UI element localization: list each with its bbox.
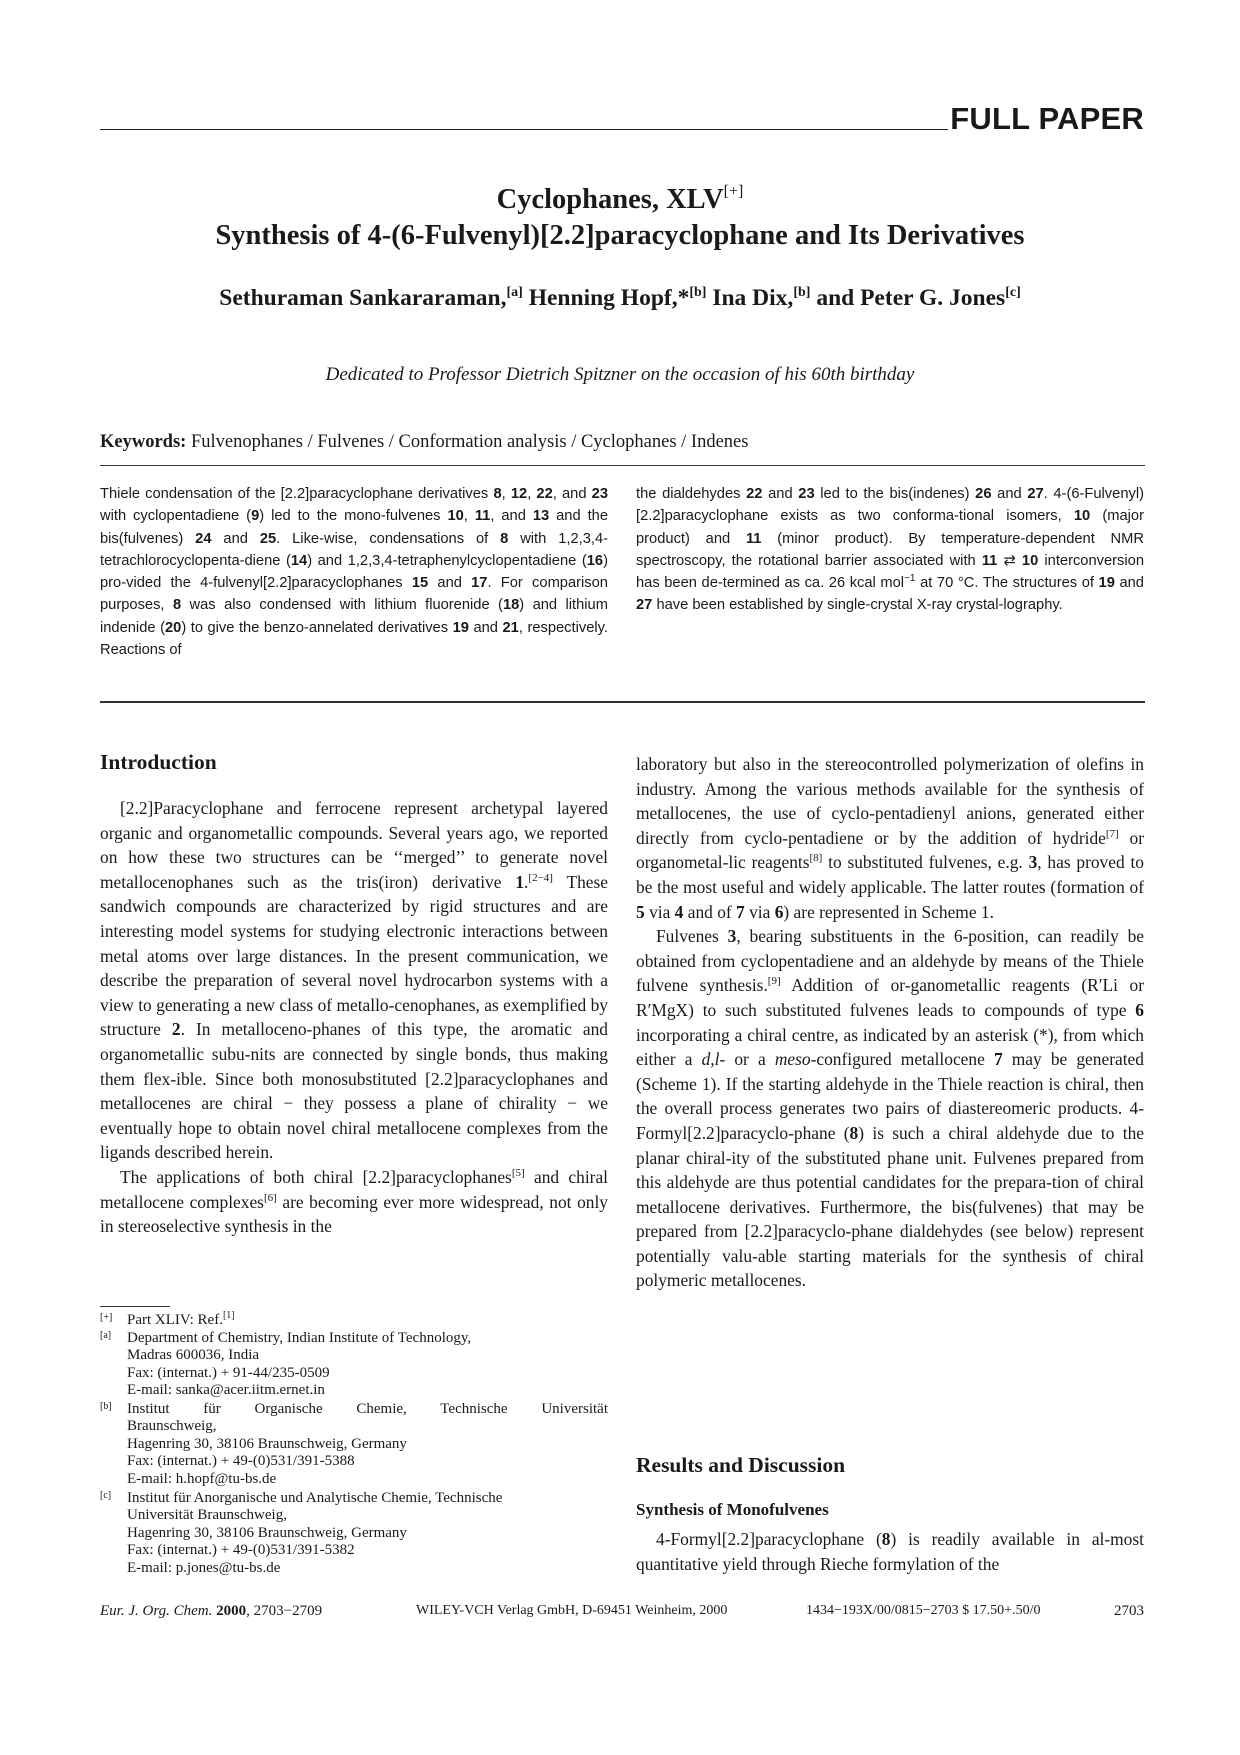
header-rule bbox=[100, 129, 948, 130]
footer-issn: 1434−193X/00/0815−2703 $ 17.50+.50/0 bbox=[806, 1603, 1041, 1618]
paragraph: [2.2]Paracyclophane and ferrocene represent archetypal layered organic and organometallic compounds. Several years ago, we reported on how these two structures can be ‘‘merged’’ to generate novel metallocenophanes such as the tris(iron) derivative 1.[2−4] These sandwich compounds are characterized by rigid structures and are interesting model systems for studying electronic interactions between metal atoms over large distances. In the present communication, we describe the preparation of several novel hydrocarbon systems with a view to generating a new class of metallo-cenophanes, as exemplified by structure 2. In metalloceno-phanes of this type, the aromatic and organometallic subu-nits are connected by single bonds, thus making them flex-ible. Since both monosubstituted [2.2]paracyclophanes and metallocenes are chiral − they possess a plane of chirality − we eventually hope to obtain novel chiral metallocene complexes from the ligands described herein. bbox=[100, 798, 608, 1163]
paragraph: laboratory but also in the stereocontrolled polymerization of olefins in industry. Among the various methods available for the synthesis of metallocenes, the use of cyclo-pentadienyl anions, generated either directly from cyclo-pentadiene or by the addition of hydride[7] or organometal-lic reagents[8] to substituted fulvenes, e.g. 3, has proved to be the most useful and widely applicable. The latter routes (formation of 5 via 4 and of 7 via 6) are represented in Scheme 1. bbox=[636, 754, 1144, 922]
author: and Peter G. Jones bbox=[816, 285, 1006, 311]
introduction-body bbox=[100, 796, 608, 1239]
introduction-heading: Introduction bbox=[100, 750, 217, 774]
abstract-rule bbox=[100, 701, 1145, 703]
right-column-body bbox=[636, 752, 1144, 1293]
keywords: Keywords: Fulvenophanes / Fulvenes / Conformation analysis / Cyclophanes / Indenes bbox=[100, 432, 749, 452]
footnote: [+] Part XLIV: Ref.[1] bbox=[100, 1310, 235, 1328]
results-body bbox=[636, 1527, 1144, 1576]
paragraph: Fulvenes 3, bearing substituents in the 6-position, can readily be obtained from cyclopentadiene and an aldehyde by means of the Thiele fulvene synthesis.[9] Addition of or-ganometallic reagents (R′Li or R′MgX) to such substituted fulvenes leads to compounds of type 6 incorporating a chiral centre, as indicated by an asterisk (*), from which either a d,l- or a meso-configured metallocene 7 may be generated (Scheme 1). If the starting aldehyde in the Thiele reaction is chiral, then the overall process generates two pairs of diastereomeric products. 4-Formyl[2.2]paracyclo-phane (8) is such a chiral aldehyde due to the planar chiral-ity of the substituted phane unit. Fulvenes prepared from this aldehyde are thus potential candidates for the prepara-tion of chiral metallocene derivatives. Furthermore, the bis(fulvenes) that may be prepared from [2.2]paracyclo-phane dialdehydes (see below) represent potentially valu-able starting materials for the synthesis of chiral polymeric metallocenes. bbox=[636, 926, 1144, 1291]
author: Sethuraman Sankararaman, bbox=[219, 285, 507, 311]
dedication: Dedicated to Professor Dietrich Spitzner on the occasion of his 60th birthday bbox=[325, 364, 915, 385]
footnote: [a] Department of Chemistry, Indian Institute of Technology, Madras 600036, India Fax: (internat.) + 91-44/235-0509 E-mail: sanka@acer.iitm.ernet.in bbox=[100, 1330, 472, 1399]
footer-publisher: WILEY-VCH Verlag GmbH, D-69451 Weinheim, 2000 bbox=[416, 1603, 728, 1618]
abstract-right: the dialdehydes 22 and 23 led to the bis(indenes) 26 and 27. 4-(6-Fulvenyl)[2.2]paracyclophane exists as two conforma-tional isomers, 10 (major product) and 11 (minor product). By temperature-dependent NMR spectroscopy, the rotational barrier associated with 11 ⇄ 10 interconversion has been de-termined as ca. 26 kcal mol$^{-1}$ at 70 °C. The structures of 19 and 27 have been established by single-crystal X-ray crystal-lography. bbox=[636, 486, 1144, 614]
footnote: [c] Institut für Anorganische und Analytische Chemie, Technische Universität Braunschweig, Hagenring 30, 38106 Braunschweig, Germany Fax: (internat.) + 49-(0)531/391-5382 E-mail: p.jones@tu-bs.de bbox=[100, 1490, 503, 1576]
footer-citation: Eur. J. Org. Chem. 2000, 2703−2709 bbox=[100, 1603, 323, 1619]
authors: Sethuraman Sankararaman,[a] Henning Hopf,*[b] Ina Dix,[b] and Peter G. Jones[c] bbox=[219, 285, 1021, 311]
paragraph: 4-Formyl[2.2]paracyclophane (8) is readily available in al-most quantitative yield through Rieche formylation of the bbox=[636, 1529, 1144, 1574]
subsection-heading: Synthesis of Monofulvenes bbox=[636, 1500, 829, 1519]
author: Ina Dix, bbox=[712, 285, 794, 311]
paragraph: The applications of both chiral [2.2]paracyclophanes[5] and chiral metallocene complexes[6] are becoming ever more widespread, not only in stereoselective synthesis in the bbox=[100, 1166, 608, 1237]
section-label: FULL PAPER bbox=[950, 101, 1144, 136]
page-number: 2703 bbox=[1114, 1603, 1144, 1619]
keywords-rule bbox=[100, 465, 1145, 466]
title-line-2: Synthesis of 4-(6-Fulvenyl)[2.2]paracyclophane and Its Derivatives bbox=[215, 220, 1025, 251]
author: Henning Hopf,* bbox=[528, 285, 690, 311]
footnote: [b] Institut für Organische Chemie, Technische Universität Braunschweig, Hagenring 30, 38106 Braunschweig, Germany Fax: (internat.) + 49-(0)531/391-5388 E-mail: h.hopf@tu-bs.de bbox=[100, 1401, 608, 1487]
footnote-rule bbox=[100, 1306, 170, 1307]
title-line-1: Cyclophanes, XLV[+] bbox=[496, 183, 744, 215]
abstract-left: Thiele condensation of the [2.2]paracyclophane derivatives 8, 12, 22, and 23 with cyclopentadiene (9) led to the mono-fulvenes 10, 11, and 13 and the bis(fulvenes) 24 and 25. Like-wise, condensations of 8 with 1,2,3,4-tetrachlorocyclopenta-diene (14) and 1,2,3,4-tetraphenylcyclopentadiene (16) pro-vided the 4-fulvenyl[2.2]paracyclophanes 15 and 17. For comparison purposes, 8 was also condensed with lithium fluorenide (18) and lithium indenide (20) to give the benzo-annelated derivatives 19 and 21, respectively. Reactions of bbox=[100, 486, 609, 659]
results-heading: Results and Discussion bbox=[636, 1453, 846, 1477]
